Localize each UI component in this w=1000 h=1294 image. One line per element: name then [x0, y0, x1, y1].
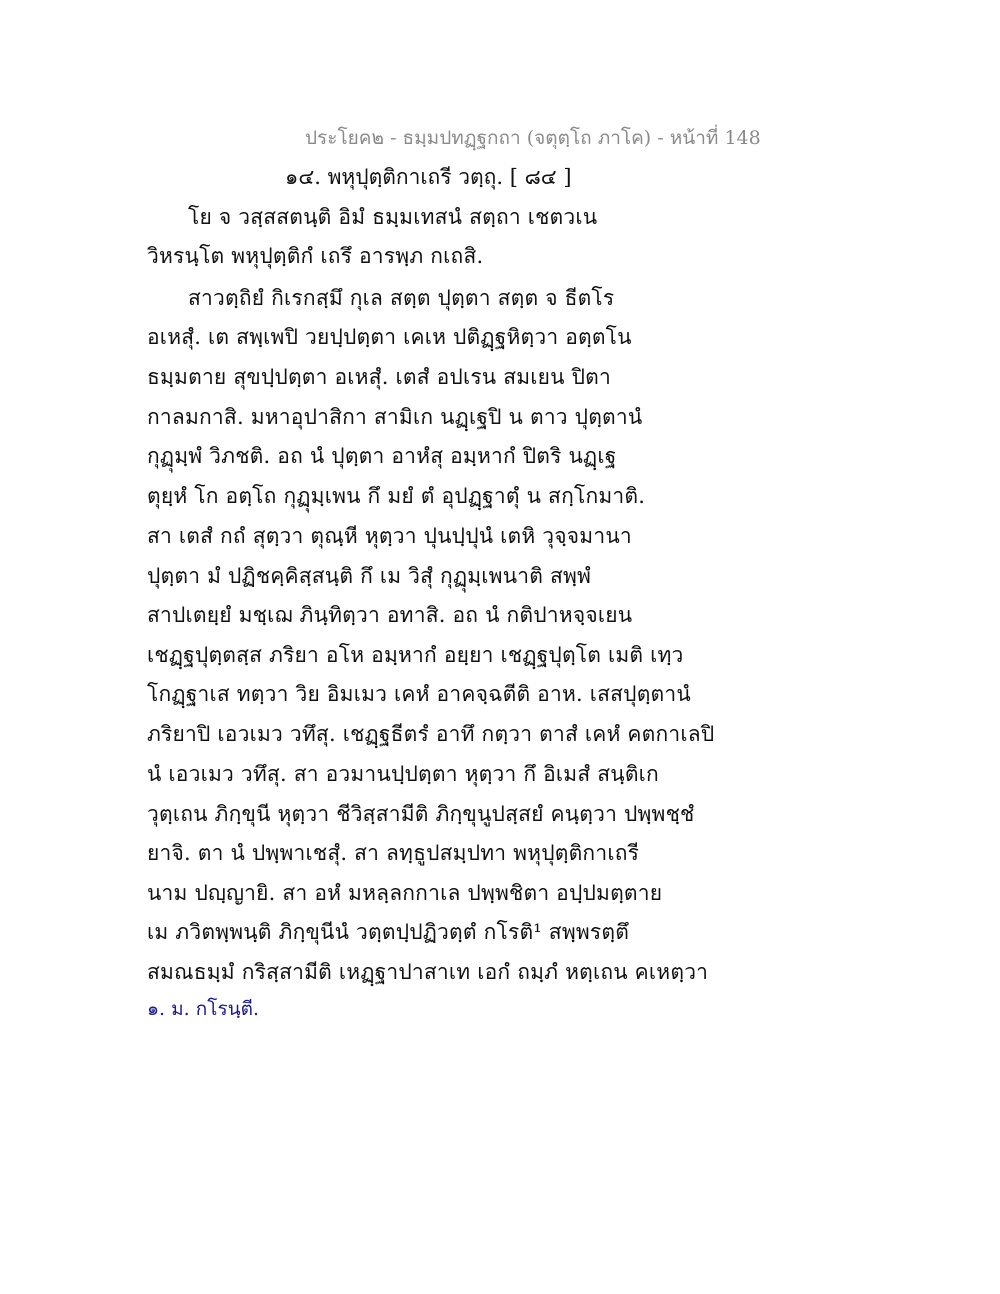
- body-line: เม ภวิตพฺพนฺติ ภิกฺขุนีนํ วตฺตปฺปฏิวตฺตํ กโรติ¹ สพฺพรตฺตึ: [147, 920, 630, 944]
- body-line: กาลมกาสิ. มหาอุปาสิกา สามิเก นฏฺเฐปิ น ตาว ปุตฺตานํ: [147, 405, 643, 429]
- body-line: โกฏฺฐาเส ทตฺวา วิย อิมเมว เคหํ อาคจฺฉตีติ อาห. เสสปุตฺตานํ: [147, 682, 691, 706]
- page-header: ประโยค๒ - ธมฺมปทฏฺฐกถา (จตุตฺโถ ภาโค) - หน้าที่ 148: [305, 127, 761, 149]
- body-line: นาม ปญฺญายิ. สา อหํ มหลฺลกกาเล ปพฺพชิตา อปฺปมตฺตาย: [147, 881, 663, 905]
- body-line: ธมฺมตาย สุขปฺปตฺตา อเหสุํ. เตสํ อปเรน สมเยน ปิตา: [147, 365, 611, 389]
- body-line: สาวตฺถิยํ กิเรกสฺมึ กุเล สตฺต ปุตฺตา สตฺต จ ธีตโร: [188, 286, 615, 310]
- body-line: อเหสุํ. เต สพฺเพปิ วยปฺปตฺตา เคเห ปติฏฺฐหิตฺวา อตฺตโน: [147, 325, 632, 349]
- body-line: ภริยาปิ เอวเมว วทึสุ. เชฏฺฐธีตรํ อาทึ กตฺวา ตาสํ เคหํ คตกาเลปิ: [147, 722, 715, 746]
- story-heading: ๑๔. พหุปุตฺติกาเถรี วตฺถุ. [ ๘๔ ]: [285, 165, 572, 189]
- body-line: ปุตฺตา มํ ปฏิชคฺคิสฺสนฺติ กึ เม วิสุํ กุฏุมฺเพนาติ สพฺพํ: [147, 564, 592, 588]
- footnote: ๑. ม. กโรนฺตี.: [147, 998, 260, 1020]
- body-line: วุตฺเถน ภิกฺขุนี หุตฺวา ชีวิสฺสามีติ ภิกฺขุนูปสฺสยํ คนฺตฺวา ปพฺพชฺชํ: [147, 802, 695, 826]
- body-line: ยาจิ. ตา นํ ปพฺพาเชสุํ. สา ลทฺธูปสมฺปทา พหุปุตฺติกาเถรี: [147, 841, 640, 865]
- body-line: สมณธมฺมํ กริสฺสามีติ เหฏฺฐาปาสาเท เอกํ ถมฺภํ หตฺเถน คเหตฺวา: [147, 960, 709, 984]
- body-line: สาปเตยฺยํ มชฺเฌ ภินฺทิตฺวา อทาสิ. อถ นํ กติปาหจฺจเยน: [147, 603, 633, 627]
- body-line: ตุยฺหํ โก อตฺโถ กุฏุมฺเพน กึ มยํ ตํ อุปฏฺฐาตุํ น สกฺโกมาติ.: [147, 484, 646, 508]
- body-line: สา เตสํ กถํ สุตฺวา ตุณฺหี หุตฺวา ปุนปฺปุนํ เตหิ วุจฺจมานา: [147, 524, 632, 548]
- body-line: นํ เอวเมว วทึสุ. สา อวมานปฺปตฺตา หุตฺวา กึ อิเมสํ สนฺติเก: [147, 762, 659, 786]
- body-line: วิหรนฺโต พหุปุตฺติกํ เถรึ อารพฺภ กเถสิ.: [147, 244, 484, 268]
- body-line: โย จ วสฺสสตนฺติ อิมํ ธมฺมเทสนํ สตฺถา เชตวเน: [188, 205, 598, 229]
- body-line: เชฏฺฐปุตฺตสฺส ภริยา อโห อมฺหากํ อยฺยา เชฏฺฐปุตฺโต เมติ เทฺว: [147, 643, 684, 667]
- body-line: กุฏุมฺพํ วิภชติ. อถ นํ ปุตฺตา อาหํสุ อมฺหากํ ปิตริ นฏฺเฐ: [147, 444, 617, 468]
